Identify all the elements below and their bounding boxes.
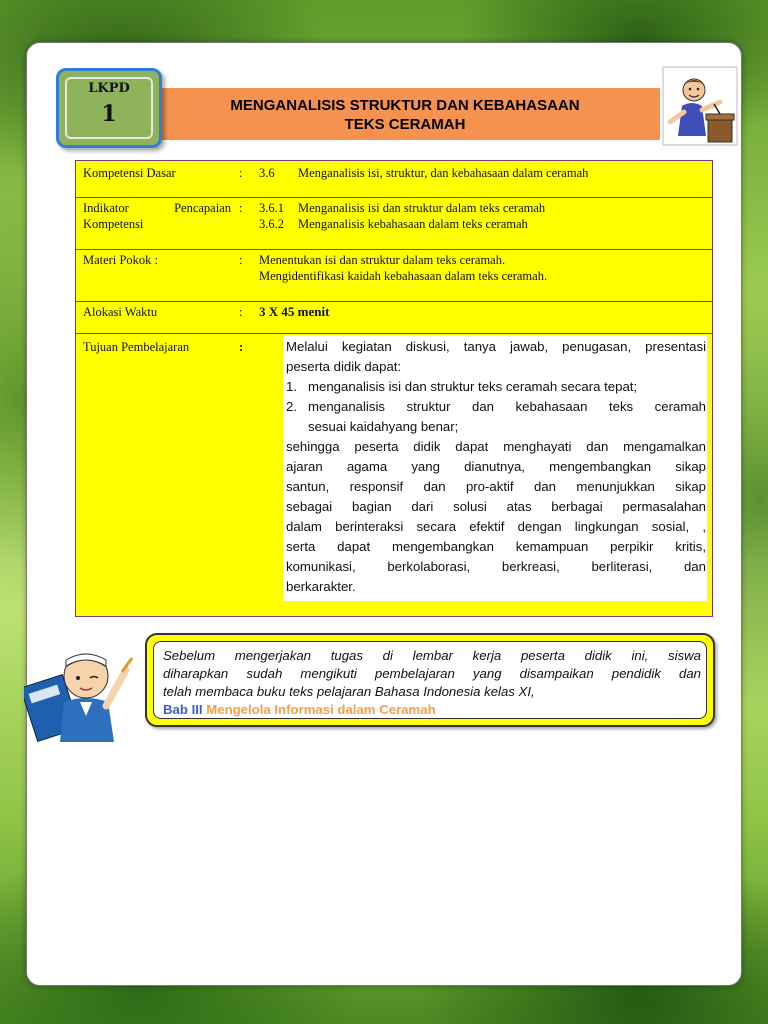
- indikator-label-line-1: Indikator Pencapaian: [83, 201, 231, 215]
- title-line-2: TEKS CERAMAH: [344, 116, 466, 133]
- tujuan-intro-line: Melalui kegiatan diskusi, tanya jawab, penugasan, presentasi: [286, 339, 706, 354]
- tujuan-intro-line: peserta didik dapat:: [286, 359, 402, 374]
- bab-reference: [163, 701, 701, 719]
- table-row-divider: [76, 301, 712, 302]
- tujuan-text-box: [283, 335, 707, 601]
- title-line-1: MENGANALISIS STRUKTUR DAN KEBAHASAAN: [230, 97, 580, 114]
- table-row-divider: [76, 333, 712, 334]
- lkpd-badge: [56, 68, 162, 148]
- bab-title: Mengelola Informasi dalam Ceramah: [206, 702, 436, 717]
- tujuan-closing-line: komunikasi, berkolaborasi, berkreasi, berliterasi, dan: [286, 559, 706, 574]
- table-row-divider: [76, 197, 712, 198]
- tujuan-list-text-continued: sesuai kaidahyang benar;: [308, 419, 459, 434]
- student-with-book-icon: [24, 636, 140, 746]
- tujuan-list-number: 1.: [286, 379, 297, 394]
- kompetensi-dasar-text: Menganalisis isi, struktur, dan kebahasaan dalam ceramah: [298, 166, 589, 180]
- kompetensi-dasar-colon: :: [239, 166, 243, 180]
- alokasi-waktu-colon: :: [239, 305, 243, 319]
- note-box: [145, 633, 715, 727]
- tujuan-closing-line: santun, responsif dan pro-aktif dan menunjukkan sikap: [286, 479, 706, 494]
- teacher-speaking-icon: [662, 66, 738, 146]
- tujuan-list-item-1: [286, 377, 706, 397]
- tujuan-list-number: 2.: [286, 399, 297, 414]
- note-text: [163, 647, 701, 719]
- tujuan-closing-line: serta dapat mengembangkan kemampuan perpikir kritis,: [286, 539, 706, 554]
- lesson-info-table: [75, 160, 713, 617]
- note-line: telah membaca buku teks pelajaran Bahasa Indonesia kelas XI,: [163, 684, 535, 699]
- page-title: [150, 88, 660, 140]
- tujuan-closing-line: sehingga peserta didik dapat menghayati dan mengamalkan: [286, 439, 706, 454]
- table-row-divider: [76, 249, 712, 250]
- tujuan-colon: :: [239, 339, 244, 354]
- indikator-code-1: 3.6.1: [259, 201, 284, 215]
- tujuan-closing-line: sebagai bagian dari solusi atas berbagai permasalahan: [286, 499, 706, 514]
- kompetensi-dasar-label: Kompetensi Dasar: [83, 166, 176, 180]
- lkpd-number: 1: [101, 101, 117, 127]
- materi-pokok-line-2: Mengidentifikasi kaidah kebahasaan dalam teks ceramah.: [259, 269, 548, 283]
- tujuan-list-item-2: [286, 397, 706, 417]
- tujuan-label: Tujuan Pembelajaran: [83, 340, 190, 354]
- lkpd-label: LKPD: [88, 81, 130, 96]
- note-line: diharapkan sudah mengikuti pembelajaran yang disampaikan pendidik dan: [163, 666, 701, 681]
- alokasi-waktu-label: Alokasi Waktu: [83, 305, 158, 319]
- kompetensi-dasar-code: 3.6: [259, 166, 275, 180]
- note-inner: [153, 641, 707, 719]
- indikator-colon: :: [239, 201, 243, 215]
- note-line: Sebelum mengerjakan tugas di lembar kerja peserta didik ini, siswa: [163, 648, 701, 663]
- materi-pokok-label: Materi Pokok :: [83, 253, 158, 267]
- materi-pokok-line-1: Menentukan isi dan struktur dalam teks ceramah.: [259, 253, 506, 267]
- alokasi-waktu-value: 3 X 45 menit: [259, 304, 330, 319]
- indikator-code-2: 3.6.2: [259, 217, 284, 231]
- indikator-label-line-2: Kompetensi: [83, 217, 144, 231]
- tujuan-text: [286, 337, 706, 597]
- tujuan-list-text: menganalisis struktur dan kebahasaan teks ceramah: [308, 399, 706, 414]
- tujuan-list-text: menganalisis isi dan struktur teks ceramah secara tepat;: [308, 379, 638, 394]
- tujuan-closing-line: ajaran agama yang dianutnya, mengembangkan sikap: [286, 459, 706, 474]
- materi-pokok-colon: :: [239, 253, 243, 267]
- bab-number: Bab III: [163, 702, 203, 717]
- tujuan-closing-line: dalam berinteraksi secara efektif dengan lingkungan sosial, ,: [286, 519, 706, 534]
- indikator-text-2: Menganalisis kebahasaan dalam teks ceramah: [298, 217, 528, 231]
- tujuan-closing-line: berkarakter.: [286, 579, 356, 594]
- indikator-text-1: Menganalisis isi dan struktur dalam teks ceramah: [298, 201, 546, 215]
